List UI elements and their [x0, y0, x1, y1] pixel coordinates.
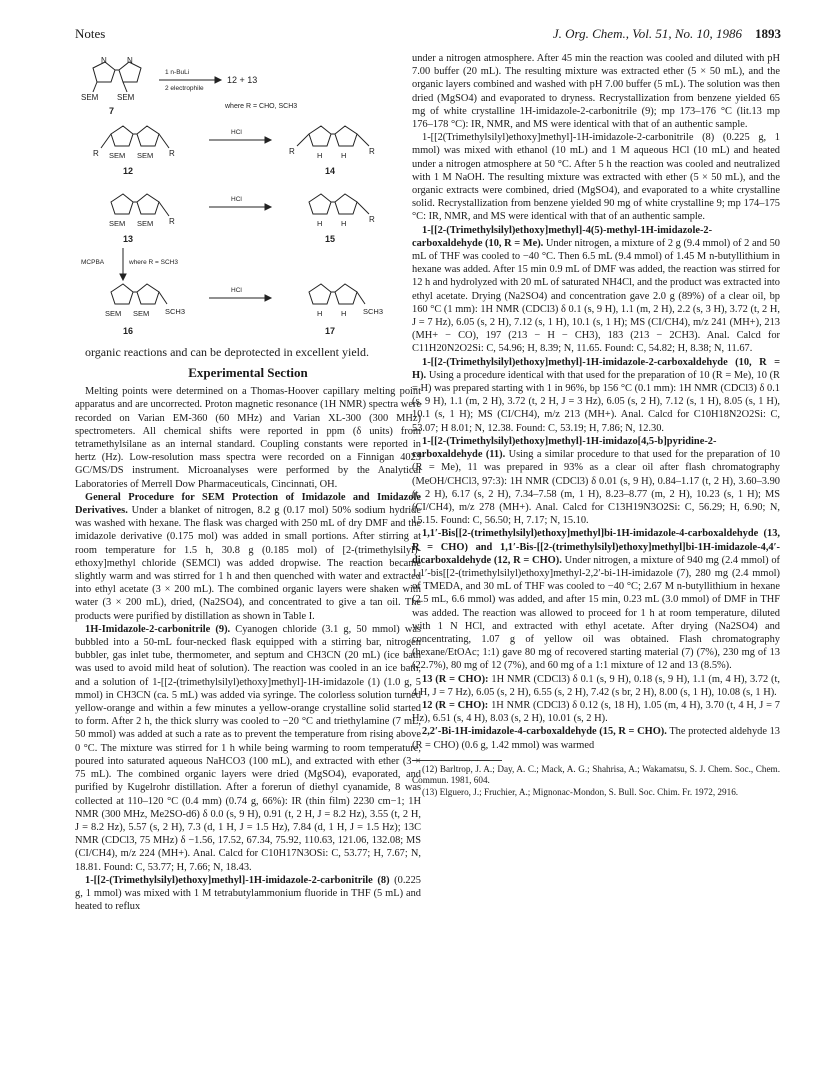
- sem-label: SEM: [109, 219, 126, 228]
- h-label: H: [317, 309, 323, 318]
- footnote-divider: [412, 760, 502, 761]
- paragraph-title: 1-[[2-(Trimethylsilyl)ethoxy]methyl]-1H-imidazo[4,5-b]pyridine-2-carboxaldehyde (11).: [412, 435, 717, 461]
- paragraph-body: Under a blanket of nitrogen, 8.2 g (0.17 mol) 50% sodium hydride was washed with hexane. The flask was charged with 250 mL of dry DMF and the imidazole derivative (0.175 mol) was added in small portions. After stirring at room temperature for 1.5 h, 30.8 g (0.185 mol) of [2-(trimethylsilyl)-ethoxy]methyl chloride (SEMCl) was added dropwise. The reaction became slightly warm and was stirred for 1 h and then quenched with water and extracted into ethyl acetate (3 × 200 mL). The combined organic layers were shaken with water (3 × 200 mL), dried, (Na2SO4), and concentrated to give a tan oil. The products were purified by distillation as shown in Table I.: [75, 505, 421, 622]
- h-label: H: [341, 151, 347, 160]
- compound-13-structure: [111, 194, 169, 216]
- paragraph-title: 1-[[2-(Trimethylsilyl)ethoxy]methyl]-4(5)-methyl-1H-imidazole-2-carboxaldehyde (10, R = Me).: [412, 224, 713, 249]
- paragraph: [412, 435, 780, 527]
- r-group-label: R: [169, 217, 175, 226]
- h-label: H: [341, 309, 347, 318]
- r-group-label: R: [369, 215, 375, 224]
- sem-label: SEM: [105, 309, 122, 318]
- paragraph-title: 13 (R = CHO):: [422, 673, 489, 685]
- sem-label: SEM: [117, 93, 135, 102]
- compound-12-structure: [101, 126, 169, 148]
- paragraph-title: 12 (R = CHO):: [422, 699, 489, 711]
- left-column: [75, 52, 421, 913]
- paragraph-title: 1H-Imidazole-2-carbonitrile (9).: [85, 623, 231, 635]
- paragraph: [412, 356, 780, 435]
- r-group-label: R: [369, 147, 375, 156]
- section-title: Experimental Section: [188, 365, 308, 380]
- scheme-figure: [75, 52, 421, 345]
- paragraph-title: General Procedure for SEM Protection of Imidazole and Imidazole Derivatives.: [75, 491, 421, 517]
- arrow-head: [265, 137, 271, 143]
- reagent-hcl: HCl: [231, 287, 242, 294]
- reagent-hcl: HCl: [231, 129, 242, 136]
- sem-label: SEM: [109, 151, 126, 160]
- reaction-scheme: [75, 52, 421, 345]
- paragraph-title: 1-[[2-(Trimethylsilyl)ethoxy]methyl]-1H-imidazole-2-carboxaldehyde (10, R = H).: [412, 356, 780, 381]
- r-group-label: R: [93, 149, 99, 158]
- h-label: H: [317, 151, 323, 160]
- header-journal: J. Org. Chem., Vol. 51, No. 10, 1986: [552, 26, 742, 41]
- h-label: H: [317, 219, 323, 228]
- paragraph: [412, 725, 780, 751]
- paragraph: under a nitrogen atmosphere. After 45 min the reaction was cooled and diluted with pH 7.00 buffer (20 mL). The resulting mixture was extracted ether (5 × 50 mL), and the organic layers combined and washed with pH 7.00 buffer (5 mL). The solution was then dried (MgSO4) and evaporated to dryness. Recrystallization from benzene yielded 65 mg of white crystalline 1H-imidazole-2-carbonitrile (9); mp 173–176 °C (lit.13 mp 176–178 °C): IR, NMR, and MS were identical with that of an authentic sample.: [412, 53, 780, 131]
- paragraph: [412, 699, 780, 725]
- compound-label-17: 17: [325, 326, 336, 336]
- reagent-mcpba: MCPBA: [81, 259, 105, 266]
- substituent-note-2: where R = SCH3: [129, 259, 178, 266]
- paragraph-body: The protected aldehyde 13 (R = CHO) (0.6 g, 1.42 mmol) was warmed: [412, 726, 780, 751]
- h-label: H: [341, 219, 347, 228]
- paragraph: 1-[[2(Trimethylsilyl)ethoxy]methyl]-1H-imidazole-2-carbonitrile (8) (0.225 g, 1 mmol) was mixed with ethanol (10 mL) and 1 M aqueous HCl (10 mL) and heated under a nitrogen atmosphere at 50 °C. After 5 h the reaction was cooled and neutralized with 1 M NaOH. The resulting mixture was extracted with ether (5 × 50 mL), and the organic extracts were combined, dried (MgSO4), and evaporated to a white crystalline solid. Recrystallization from benzene yielded 90 mg of white crystalline 9; mp 174–175 °C: IR, NMR, and MS were identical with that of an authentic sample.: [412, 132, 780, 223]
- paragraph-body: Using a procedure identical with that used for the preparation of 10 (R = Me), 10 (R = H) was prepared starting with 1 in 96%, bp 156 °C (0.1 mm): 1H NMR (CDCl3) δ 0.1 (s, 9 H), 1.1 (m, 2 H), 3.72 (t, 2 H, J = 3 Hz), 6.05 (s, 2 H), 7.12 (s, 1 H), 8.05 (s, 1 H), 10.1 (s, 1 H); MS (CI/CH4), m/z 213 (MH+). Anal. Calcd for C10H18N2O2Si: C, 53.07; H 8.01; N, 12.38. Found: C, 53.19; H, 7.86; N, 12.30.: [412, 369, 780, 434]
- paragraph-title: 1-[[2-(Trimethylsilyl)ethoxy]methyl]-1H-imidazole-2-carbonitrile (8): [85, 874, 390, 886]
- compound-label-12: 12: [123, 166, 134, 176]
- arrow-head: [265, 204, 271, 210]
- paragraph: [75, 874, 421, 914]
- paragraph-title: 1,1′-Bis[[2-(trimethylsilyl)ethoxy]methyl]bi-1H-imidazole-4-carboxaldehyde (13, R = CHO) and 1,1′-Bis-[[2-(trimethylsilyl)ethoxy]methyl]bi-1H-imidazole-4,4′-dicarboxaldehyde (12, R = CHO).: [412, 528, 780, 566]
- paragraph-body: 1H NMR (CDCl3) δ 0.12 (s, 18 H), 1.05 (m, 4 H), 3.70 (t, 4 H, J = 7 Hz), 6.51 (s, 4 H), 8.03 (s, 2 H), 10.01 (s, 2 H).: [412, 699, 780, 725]
- paragraph: [75, 491, 421, 623]
- paragraph: Melting points were determined on a Thomas-Hoover capillary melting point apparatus and are uncorrected. Proton magnetic resonance (1H NMR) spectra were recorded on Varian EM-360 (60 MHz) and Varian XL-300 (300 MHz) spectrometers. All chemical shifts were reported in ppm (δ units) from tetramethylsilane as an internal standard. Coupling constants were reported in hertz (Hz). Low-resolution mass spectra were recorded on a Finnigan 4023 GC/MS/DS instrument. Microanalyses were performed by the Analytical Laboratories of Merrell Dow Pharmaceuticals, Cincinnati, OH.: [75, 386, 421, 490]
- header-section: Notes: [75, 26, 106, 41]
- sem-label: SEM: [81, 93, 99, 102]
- n-label: N: [101, 56, 107, 65]
- paragraph-body: Under nitrogen, a mixture of 2 g (9.4 mmol) of 2 and 50 mL of THF was cooled to −40 °C. Then 6.5 mL (9.4 mmol) of 1.45 M n-butyllithium in hexane was added. After 15 min 0.9 mL of DMF was added, the reaction was stirred for 12 h and hydrolyzed with 20 mL of saturated NH4Cl, and the product was extracted into ethyl acetate. Drying (Na2SO4) and concentration gave 2.0 g (89%) of a clear oil, bp 160 °C (1 mm): 1H NMR (CDCl3) δ 0.1 (s, 9 H), 1.1 (m, 2 H), 2.2 (s, 3 H), 3.72 (t, 2 H, J = 7 Hz), 6.05 (s, 2 H), 7.12 (s, 1 H), 10.1 (s, 1 H); MS (CI/CH4), m/z 241 (MH+), 213 (MH+ − CO), 197 (213 − H − CH3), 183 (213 − 2CH3). Anal. Calcd for C11H20N2O2Si: C, 54.96; H, 8.39; N, 11.65. Found: C, 54.82; H, 8.38; N, 11.67.: [412, 237, 780, 355]
- paragraph: [412, 673, 780, 699]
- compound-7-structure: [93, 62, 141, 92]
- r-group-label: R: [169, 149, 175, 158]
- paragraph: [412, 224, 780, 356]
- arrow-head: [215, 77, 221, 83]
- paragraph: [75, 623, 421, 874]
- compound-label-15: 15: [325, 234, 336, 244]
- reagent-step-2: 2 electrophile: [165, 85, 204, 92]
- paragraph: [412, 527, 780, 672]
- r-group-label: R: [289, 147, 295, 156]
- sch3-label: SCH3: [363, 307, 384, 316]
- paragraph-body: (0.225 g, 1 mmol) was mixed with 1 M tetrabutylammonium fluoride in THF (5 mL) and heated to reflux: [75, 874, 421, 913]
- substituent-note: where R = CHO, SCH3: [225, 103, 298, 110]
- sch3-label: SCH3: [165, 307, 186, 316]
- footnote-12: (12) Barltrop, J. A.; Day, A. C.; Mack, A. G.; Shahrisa, A.; Wakamatsu, S. J. Chem. Soc., Chem. Commun. 1981, 604.: [412, 763, 780, 786]
- compound-label-14: 14: [325, 166, 336, 176]
- reagent-hcl: HCl: [231, 196, 242, 203]
- right-column: [412, 52, 780, 798]
- footnote-13: (13) Elguero, J.; Fruchier, A.; Mignonac-Mondon, S. Bull. Soc. Chim. Fr. 1972, 2916.: [422, 786, 739, 797]
- sem-label: SEM: [133, 309, 150, 318]
- sem-label: SEM: [137, 219, 154, 228]
- lead-sentence: organic reactions and can be deprotected in excellent yield.: [85, 345, 369, 359]
- header-citation: [553, 26, 781, 42]
- compound-16-structure: [111, 284, 167, 304]
- paragraph-title: 2,2′-Bi-1H-imidazole-4-carboxaldehyde (15, R = CHO).: [422, 726, 667, 738]
- page-number: 1893: [755, 26, 781, 41]
- reagent-step-1: 1 n-BuLi: [165, 69, 190, 76]
- arrow-head: [120, 274, 126, 280]
- sem-label: SEM: [137, 151, 154, 160]
- compound-14-structure: [297, 126, 369, 146]
- compound-15-structure: [309, 194, 369, 214]
- paragraph-body: Using a similar procedure to that used for the preparation of 10 (R = Me), 11 was prepared in 93% as a clear oil after flash chromatography (MeOH/CHCl3, 97:3): 1H NMR (CDCl3) δ 0.01 (s, 9 H), 0.84–1.17 (t, 2 H), 3.60–3.90 (t, 2 H), 6.17 (s, 2 H), 7.34–7.58 (m, 1 H), 8.23–8.77 (m, 2 H), 10.23 (s, 1 H); MS (CI/CH4), m/z 278 (MH+). Anal. Calcd for C13H19N3O2Si: C, 56.29; H, 6.90; N, 15.15. Found: C, 56.50; H, 7.17; N, 15.10.: [412, 449, 780, 527]
- compound-label-7: 7: [109, 106, 115, 116]
- paragraph-body: 1H NMR (CDCl3) δ 0.1 (s, 9 H), 0.18 (s, 9 H), 1.1 (m, 4 H), 3.72 (t, 4 H, J = 7 Hz), 6.05 (s, 2 H), 6.55 (s, 2 H), 7.42 (s br, 2 H), 8.00 (s, 1 H), 10.08 (s, 1 H).: [412, 673, 780, 698]
- n-label: N: [127, 56, 133, 65]
- compound-label-13: 13: [123, 234, 134, 244]
- scheme-products: 12 + 13: [227, 75, 258, 85]
- paragraph-body: Under nitrogen, a mixture of 940 mg (2.4 mmol) of 1,1′-bis[[2-(trimethylsilyl)ethoxy]methyl-2,2′-bi-1H-imidazole (7), 280 mg (2.4 mmol) of TMEDA, and 30 mL of THF was cooled to −40 °C; 2.67 M n-butyllithium in hexane (2.5 mL, 6.6 mmol) was added, and after 15 min, 0.23 mL (3.0 mmol) of DMF in THF was added. The reaction was allowed to proceed for 1 h at room temperature, diluted with 1 N HCl, and extracted with ethyl acetate. After drying (Na2SO4) and concentrating, 1.07 g of yellow oil was obtained. Flash chromatography (hexane/EtOAc; 1:1) gave 80 mg of recovered starting material (7) (7%), 230 mg of 13 (22.7%), 80 mg of 12 (7%), and 60 mg of a 1:1 mixture of 12 and 13 (8.5%).: [412, 554, 780, 672]
- compound-17-structure: [309, 284, 365, 304]
- compound-label-16: 16: [123, 326, 134, 336]
- paragraph-body: Cyanogen chloride (3.1 g, 50 mmol) was bubbled into a 50-mL four-necked flask equipped with a stirring bar, nitrogen bubbler, gas inlet tube, thermometer, and septum and CH3CN (20 mL) (ice bath was used to avoid mild heat of solution). The reaction was cooled in an ice bath, and a solution of 1-[[2-(trimethylsilyl)ethoxy]methyl]-1H-imidazole (1) (1.0 g, 5 mmol) in CH3CN (ca. 5 mL) was added via syringe. The colorless solution turned yellow-orange and within a few minutes a yellow-orange crystalline solid started to form. After 2 h, the thick slurry was cooled to −20 °C and triethylamine (7 mL, 50 mmol) was added at such a rate as to prevent the temperature from rising above 0 °C. The mixture was stirred for 1 h while being warming to room temperature, poured into saturated aqueous NaHCO3 (100 mL), and extracted with ether (3 × 75 mL). The combined organic layers were dried (MgSO4), evaporated, and purified by Kugelrohr distillation. After a forerun of diethyl cyanamide, 8 was collected at 110–120 °C (0.4 mm) (0.74 g, 66%): IR (thin film) 2230 cm−1; 1H NMR (300 MHz, Me2SO-d6) δ 0.0 (s, 9 H), 0.91 (t, 2 H, J = 8.2 Hz), 3.55 (t, 2 H, J = 8.2 Hz), 5.57 (s, 2 H), 7.3 (d, 1 H, J = 1.5 Hz), 7.84 (d, 1 H, J = 1.5 Hz); 13C NMR (CDCl3, 75 MHz) δ −1.56, 17.52, 67.34, 75.92, 110.63, 121.06, 132.08; MS (CI/CH4), m/z 224 (MH+). Anal. Calcd for C10H17N3OSi: C, 53.77; H, 7.67; N, 18.81. Found: C, 53.77; H, 7.66; N, 18.43.: [75, 623, 422, 873]
- arrow-head: [265, 295, 271, 301]
